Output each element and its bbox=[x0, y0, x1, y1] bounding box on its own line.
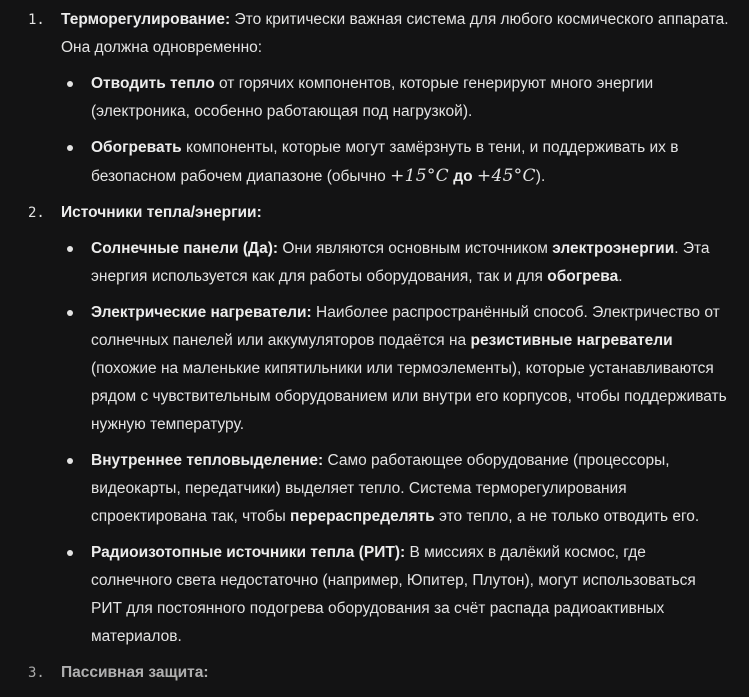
bullet-dot-icon bbox=[67, 81, 73, 87]
item-text: это тепло, а не только отводить его. bbox=[434, 508, 700, 525]
item-bold-lead: Солнечные панели (Да): bbox=[91, 240, 279, 257]
item-bold-lead: Внутреннее тепловыделение: bbox=[91, 452, 324, 469]
response-document bbox=[0, 6, 749, 687]
item-text: компоненты, которые могут замёрзнуть в тени, и поддерживать их в безопасном рабочем диапазоне (обычно bbox=[91, 139, 679, 185]
list-item bbox=[61, 539, 739, 651]
item-bold-emphasis: обогрева bbox=[547, 268, 619, 285]
list-number: 2. bbox=[28, 205, 45, 221]
bullet-list bbox=[61, 235, 739, 651]
section-title: Терморегулирование: bbox=[61, 11, 231, 28]
section-heading-text bbox=[61, 199, 739, 227]
item-text: Наиболее распространённый способ. Электричество от солнечных панелей или аккумуляторов подаётся на bbox=[91, 304, 720, 349]
item-bold-emphasis: перераспределять bbox=[290, 508, 435, 525]
item-bold-emphasis: электроэнергии bbox=[552, 240, 675, 257]
bullet-list bbox=[61, 70, 739, 191]
list-item bbox=[61, 134, 739, 191]
list-item bbox=[61, 299, 739, 439]
numbered-item-thermoregulation bbox=[0, 6, 749, 191]
numbered-item-passive-protection bbox=[0, 659, 749, 687]
section-intro: Это критически важная система для любого космического аппарата. Она должна одновременно: bbox=[61, 11, 729, 56]
bullet-dot-icon bbox=[67, 458, 73, 464]
section-title: Источники тепла/энергии: bbox=[61, 204, 262, 221]
list-item bbox=[61, 235, 739, 291]
numbered-item-heat-sources bbox=[0, 199, 749, 651]
item-bold-lead: Радиоизотопные источники тепла (РИТ): bbox=[91, 544, 406, 561]
math-temp-high: +45°C bbox=[476, 166, 536, 186]
item-bold-emphasis: резистивные нагреватели bbox=[470, 332, 673, 349]
section-title: Пассивная защита: bbox=[61, 664, 209, 681]
item-bold-lead: Отводить тепло bbox=[91, 75, 215, 92]
list-number: 1. bbox=[28, 12, 45, 28]
item-text: . bbox=[618, 268, 623, 285]
item-text: Само работающее оборудование (процессоры, видеокарты, передатчики) выделяет тепло. Система терморегулирования спроектирована так, чтобы bbox=[91, 452, 670, 525]
bullet-dot-icon bbox=[67, 246, 73, 252]
item-bold-lead: Электрические нагреватели: bbox=[91, 304, 312, 321]
math-temp-low: +15°C bbox=[390, 166, 449, 186]
bullet-dot-icon bbox=[67, 145, 73, 151]
item-text: Они являются основным источником bbox=[278, 240, 553, 257]
bullet-dot-icon bbox=[67, 550, 73, 556]
item-tail: ). bbox=[535, 168, 546, 185]
item-text: В миссиях в далёкий космос, где солнечного света недостаточно (например, Юпитер, Плутон), могут использоваться РИТ для постоянного подогрева оборудования за счёт распада радиоактивных материалов. bbox=[91, 544, 696, 645]
list-item bbox=[61, 447, 739, 531]
item-text: . Эта энергия используется как для работы оборудования, так и для bbox=[91, 240, 710, 285]
section-heading-text bbox=[61, 659, 739, 687]
list-item bbox=[61, 70, 739, 126]
item-text: (похожие на маленькие кипятильники или термоэлементы), которые устанавливаются рядом с чувствительным оборудованием или внутри его корпусов, чтобы поддерживать нужную температуру. bbox=[91, 360, 727, 433]
section-heading-text bbox=[61, 6, 739, 62]
item-connector: до bbox=[453, 168, 473, 185]
item-bold-lead: Обогревать bbox=[91, 139, 182, 156]
item-text: от горячих компонентов, которые генерируют много энергии (электроника, особенно работающая под нагрузкой). bbox=[91, 75, 654, 120]
list-number: 3. bbox=[28, 665, 45, 681]
bullet-dot-icon bbox=[67, 310, 73, 316]
